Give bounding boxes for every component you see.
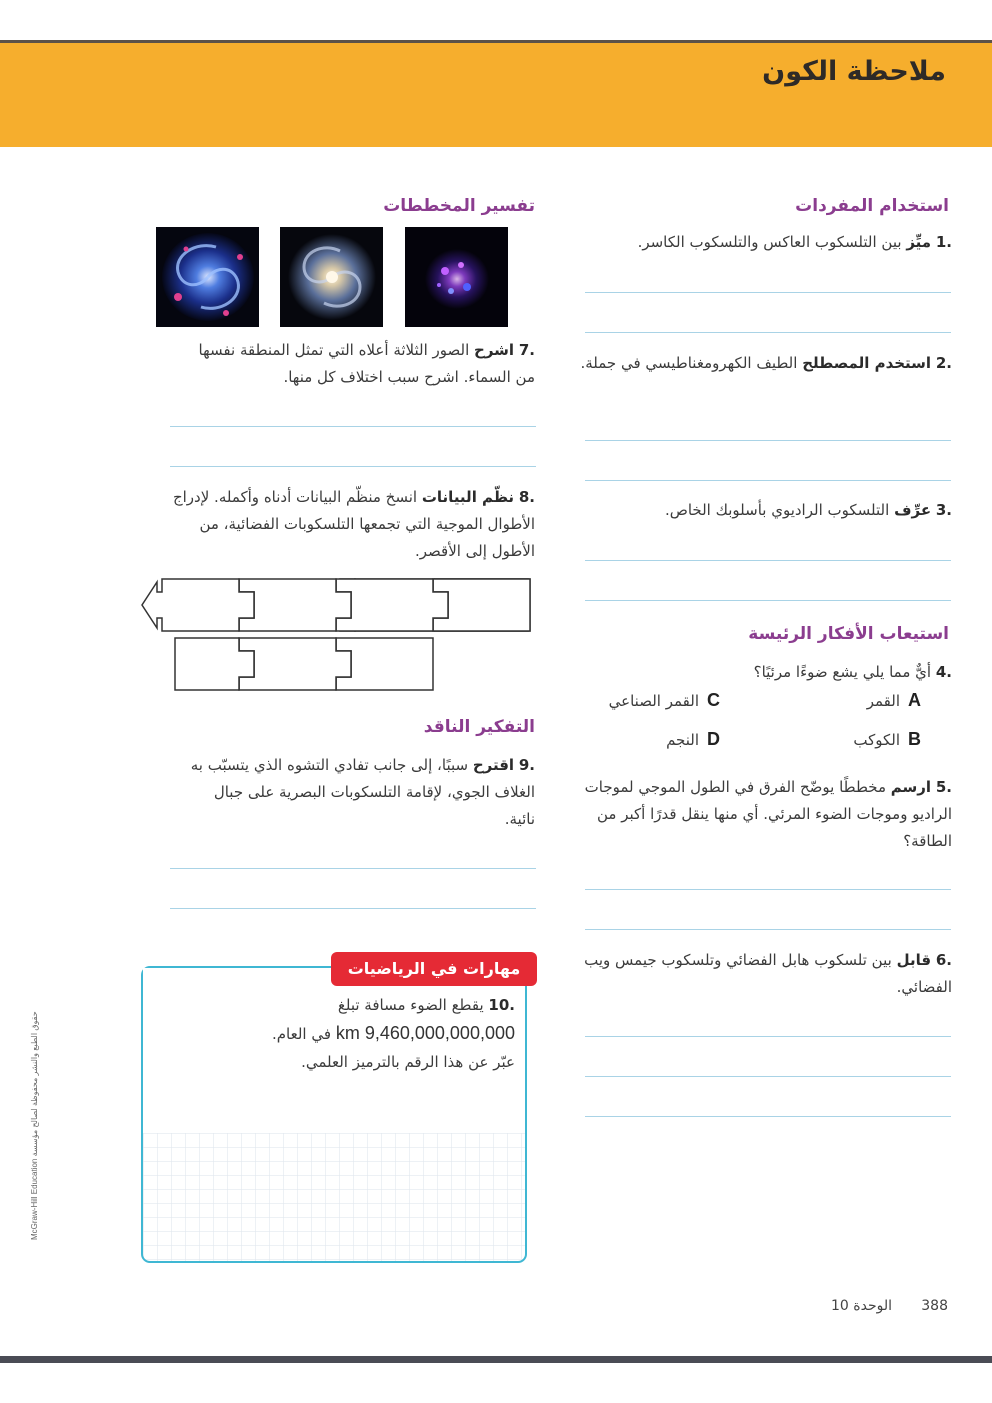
q3-number: .3 — [935, 501, 952, 519]
answer-line[interactable] — [585, 480, 951, 481]
option-b-letter: B — [908, 729, 921, 749]
q9-verb: اقترح — [472, 756, 515, 774]
option-d-letter: D — [707, 729, 720, 749]
answer-line[interactable] — [585, 1116, 951, 1117]
answer-line[interactable] — [585, 332, 951, 333]
answer-line[interactable] — [170, 868, 536, 869]
q5-text: مخططًا يوضّح الفرق في الطول الموجي لموجات الراديو وموجات الضوء المرئي. أي منها ينقل قدرًا أكبر من الطاقة؟ — [584, 778, 952, 850]
q10-line1: يقطع الضوء مسافة تبلغ — [337, 996, 484, 1014]
option-b-text: الكوكب — [853, 731, 900, 749]
answer-line[interactable] — [585, 560, 951, 561]
option-c-text: القمر الصناعي — [608, 692, 699, 710]
question-8 — [165, 484, 535, 565]
organizer-cell-4 — [142, 579, 254, 631]
question-4 — [572, 659, 952, 686]
page-number: 388 — [921, 1298, 948, 1314]
critical-thinking-heading: التفكير الناقد — [423, 717, 535, 737]
bottom-rule — [0, 1356, 992, 1363]
answer-line[interactable] — [585, 440, 951, 441]
q9-text: سببًا، إلى جانب تفادي التشوه الذي يتسبّب به الغلاف الجوي، لإقامة التلسكوبات البصرية على جبال نائية. — [190, 756, 535, 828]
q1-verb: ميِّز — [906, 233, 932, 251]
question-3 — [572, 497, 952, 524]
q6-verb: قابل — [896, 951, 932, 969]
answer-line[interactable] — [585, 1036, 951, 1037]
option-c-letter: C — [707, 690, 720, 710]
option-a-text: القمر — [866, 692, 900, 710]
answer-line[interactable] — [585, 1076, 951, 1077]
question-9 — [187, 752, 535, 833]
option-c[interactable] — [609, 690, 720, 711]
q7-text: الصور الثلاثة أعلاه التي تمثل المنطقة نفسها من السماء. اشرح سبب اختلاف كل منها. — [198, 341, 535, 386]
copyright-credit: McGraw-Hill Education حقوق الطبع والنشر محفوظة لصالح مؤسسة — [30, 1011, 39, 1240]
question-10 — [185, 991, 515, 1076]
q7-number: .7 — [518, 341, 535, 359]
organizer-cell-6 — [239, 638, 351, 690]
q2-text: الطيف الكهرومغناطيسي في جملة. — [580, 354, 798, 372]
q3-text: التلسكوب الراديوي بأسلوبك الخاص. — [664, 501, 890, 519]
q4-number: .4 — [935, 663, 952, 681]
q8-verb: نظّم البيانات — [421, 488, 515, 506]
data-organizer — [140, 574, 536, 696]
math-skills-tag: مهارات في الرياضيات — [331, 952, 537, 986]
q10-line2-suffix: في العام. — [272, 1025, 332, 1043]
option-a-letter: A — [908, 690, 921, 710]
q2-verb: استخدم المصطلح — [802, 354, 932, 372]
q8-text: انسخ منظّم البيانات أدناه وأكمله. لإدراج الأطوال الموجية التي تجمعها التلسكوبات الفضائية، من الأطول إلى الأقصر. — [172, 488, 535, 560]
organizer-cell-3 — [239, 579, 351, 631]
answer-line[interactable] — [170, 426, 536, 427]
option-d-text: النجم — [666, 731, 699, 749]
q4-text: أيٌّ مما يلي يشع ضوءًا مرئيًا؟ — [753, 663, 932, 681]
distance-value: 9,460,000,000,000 km — [335, 1023, 515, 1043]
answer-line[interactable] — [585, 292, 951, 293]
page-title: ملاحظة الكون — [762, 56, 946, 87]
option-d[interactable] — [666, 729, 720, 750]
q5-verb: ارسم — [890, 778, 932, 796]
q2-number: .2 — [935, 354, 952, 372]
answer-line[interactable] — [170, 908, 536, 909]
main-ideas-heading: استيعاب الأفكار الرئيسة — [748, 624, 949, 644]
q9-number: .9 — [518, 756, 535, 774]
unit-label: الوحدة 10 — [830, 1298, 892, 1314]
answer-line[interactable] — [585, 600, 951, 601]
galaxy-image-2 — [280, 227, 383, 327]
q6-text: بين تلسكوب هابل الفضائي وتلسكوب جيمس ويب الفضائي. — [584, 951, 952, 996]
question-5 — [572, 774, 952, 855]
vocab-heading: استخدام المفردات — [795, 196, 949, 216]
q10-line3: عبّر عن هذا الرقم بالترميز العلمي. — [301, 1053, 515, 1071]
option-b[interactable] — [853, 729, 921, 750]
galaxy-image-1 — [156, 227, 259, 327]
question-1 — [572, 229, 952, 256]
answer-line[interactable] — [585, 929, 951, 930]
organizer-cell-2 — [336, 579, 448, 631]
q1-number: .1 — [935, 233, 952, 251]
answer-line[interactable] — [170, 466, 536, 467]
question-7 — [187, 337, 535, 391]
q10-number: .10 — [488, 996, 515, 1014]
q5-number: .5 — [935, 778, 952, 796]
galaxy-image-3 — [405, 227, 508, 327]
q1-text: بين التلسكوب العاكس والتلسكوب الكاسر. — [637, 233, 902, 251]
option-a[interactable] — [867, 690, 921, 711]
q6-number: .6 — [935, 951, 952, 969]
question-2 — [572, 350, 952, 377]
question-6 — [572, 947, 952, 1001]
q7-verb: اشرح — [474, 341, 515, 359]
diagrams-heading: تفسير المخططات — [383, 196, 535, 216]
answer-line[interactable] — [585, 889, 951, 890]
q8-number: .8 — [518, 488, 535, 506]
q3-verb: عرِّف — [894, 501, 932, 519]
